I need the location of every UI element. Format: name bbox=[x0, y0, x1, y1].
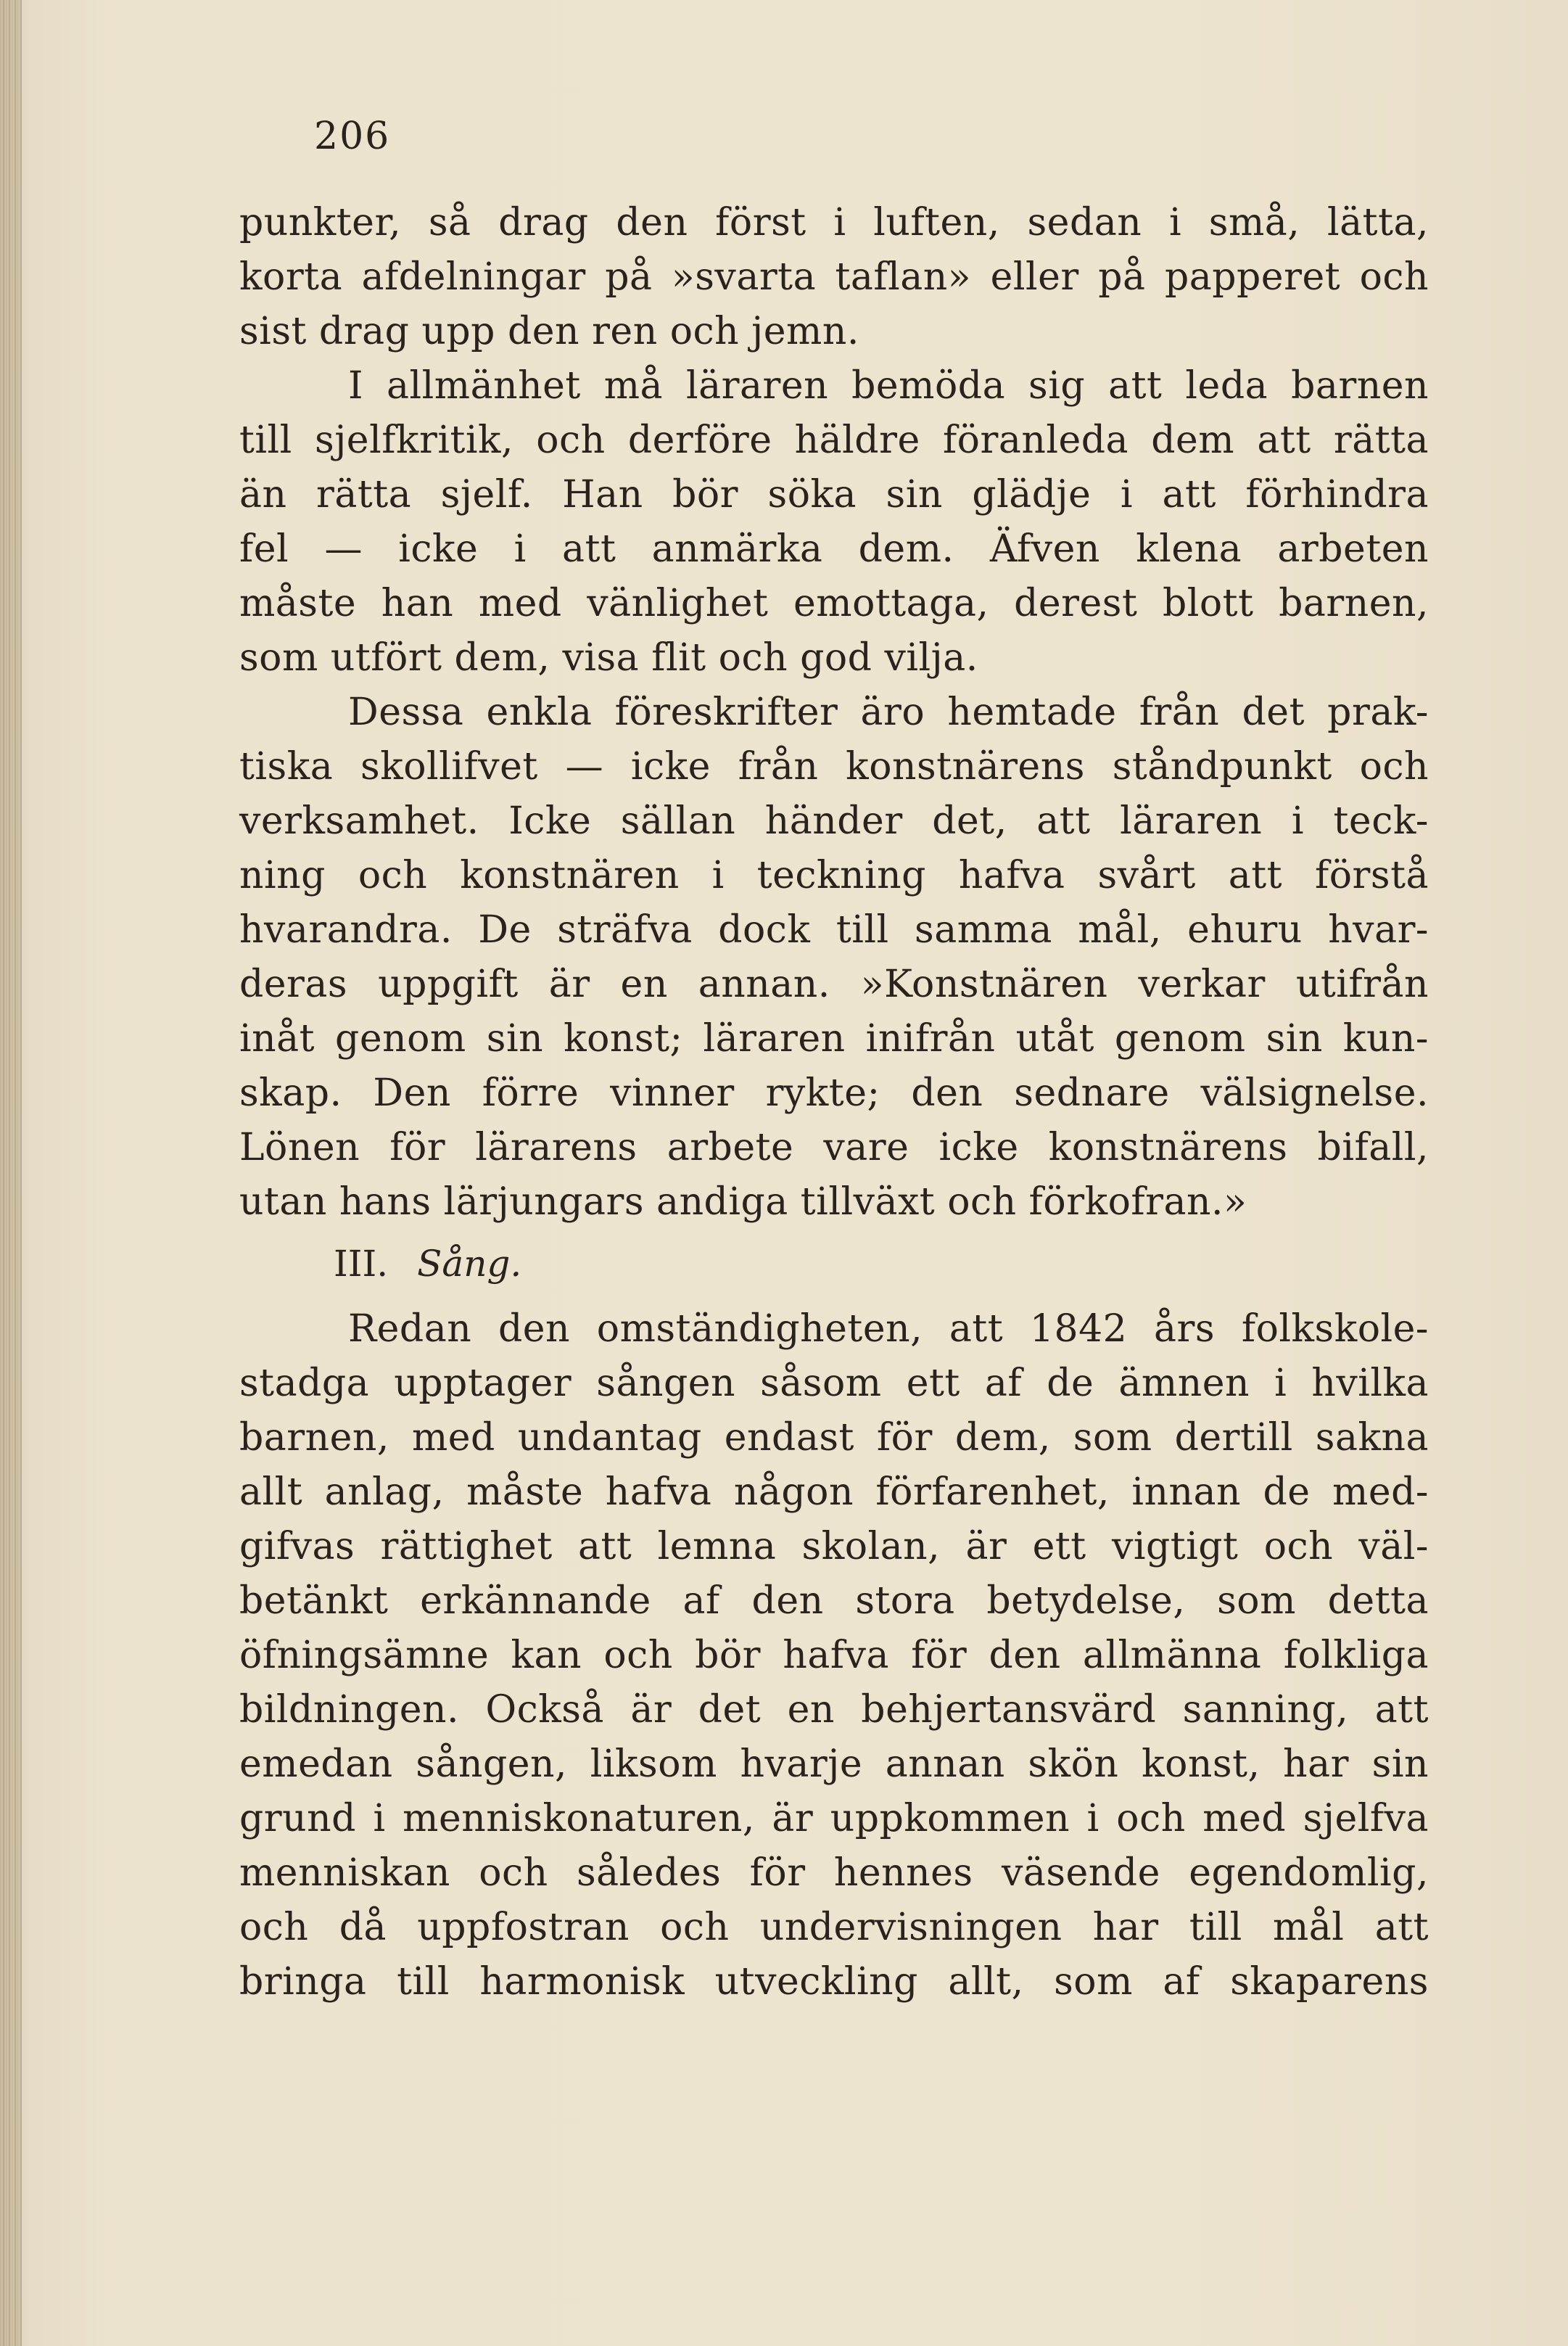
section-title: Sång. bbox=[417, 1243, 522, 1285]
section-heading bbox=[239, 1230, 1429, 1302]
text-line: verksamhet. Icke sällan händer det, att läraren i teck- bbox=[239, 799, 1429, 843]
text-line: barnen, med undantag endast för dem, som dertill sakna bbox=[239, 1416, 1429, 1460]
section-number: III. bbox=[334, 1243, 389, 1285]
text-line: Dessa enkla föreskrifter äro hemtade från det prak- bbox=[348, 691, 1429, 734]
text-line: ning och konstnären i teckning hafva svårt att förstå bbox=[239, 854, 1429, 897]
text-line: bringa till harmonisk utveckling allt, som af skaparens bbox=[239, 1960, 1429, 2004]
text-line: hvarandra. De sträfva dock till samma mål, ehuru hvar- bbox=[239, 908, 1429, 952]
text-line: till sjelfkritik, och derföre häldre föranleda dem att rätta bbox=[239, 419, 1429, 462]
text-line: stadga upptager sången såsom ett af de ämnen i hvilka bbox=[239, 1362, 1429, 1405]
text-line: punkter, så drag den först i luften, sedan i små, lätta, bbox=[239, 201, 1429, 244]
text-line: som utfört dem, visa flit och god vilja. bbox=[239, 636, 978, 680]
book-binding-edge bbox=[0, 0, 22, 2346]
text-line: än rätta sjelf. Han bör söka sin glädje i att förhindra bbox=[239, 473, 1429, 516]
text-line: öfningsämne kan och bör hafva för den allmänna folkliga bbox=[239, 1634, 1429, 1677]
text-line: grund i menniskonaturen, är uppkommen i och med sjelfva bbox=[239, 1797, 1429, 1840]
text-line: betänkt erkännande af den stora betydelse, som detta bbox=[239, 1579, 1429, 1623]
text-line: I allmänhet må läraren bemöda sig att leda barnen bbox=[348, 364, 1429, 408]
text-line: Redan den omständigheten, att 1842 års folkskole- bbox=[348, 1307, 1429, 1351]
text-line: fel — icke i att anmärka dem. Äfven klena arbeten bbox=[239, 527, 1429, 571]
text-line: menniskan och således för hennes väsende egendomlig, bbox=[239, 1851, 1429, 1895]
text-line: sist drag upp den ren och jemn. bbox=[239, 310, 859, 353]
body-text bbox=[239, 196, 1429, 2009]
text-line: måste han med vänlighet emottaga, derest blott barnen, bbox=[239, 582, 1429, 625]
text-line: emedan sången, liksom hvarje annan skön konst, har sin bbox=[239, 1742, 1429, 1786]
text-line: tiska skollifvet — icke från konstnärens ståndpunkt och bbox=[239, 745, 1429, 789]
page-number: 206 bbox=[314, 115, 391, 158]
text-line: inåt genom sin konst; läraren inifrån utåt genom sin kun- bbox=[239, 1017, 1429, 1061]
text-line: gifvas rättighet att lemna skolan, är ett vigtigt och väl- bbox=[239, 1525, 1429, 1568]
text-line: och då uppfostran och undervisningen har till mål att bbox=[239, 1906, 1429, 1949]
text-line: Lönen för lärarens arbete vare icke konstnärens bifall, bbox=[239, 1126, 1429, 1169]
text-line: deras uppgift är en annan. »Konstnären verkar utifrån bbox=[239, 963, 1429, 1006]
text-line: bildningen. Också är det en behjertansvärd sanning, att bbox=[239, 1688, 1429, 1732]
text-line: allt anlag, måste hafva någon förfarenhet, innan de med- bbox=[239, 1470, 1429, 1514]
text-line: korta afdelningar på »svarta taflan» eller på papperet och bbox=[239, 255, 1429, 299]
text-line: utan hans lärjungars andiga tillväxt och förkofran.» bbox=[239, 1180, 1247, 1224]
text-line: skap. Den förre vinner rykte; den sednare välsignelse. bbox=[239, 1071, 1429, 1115]
